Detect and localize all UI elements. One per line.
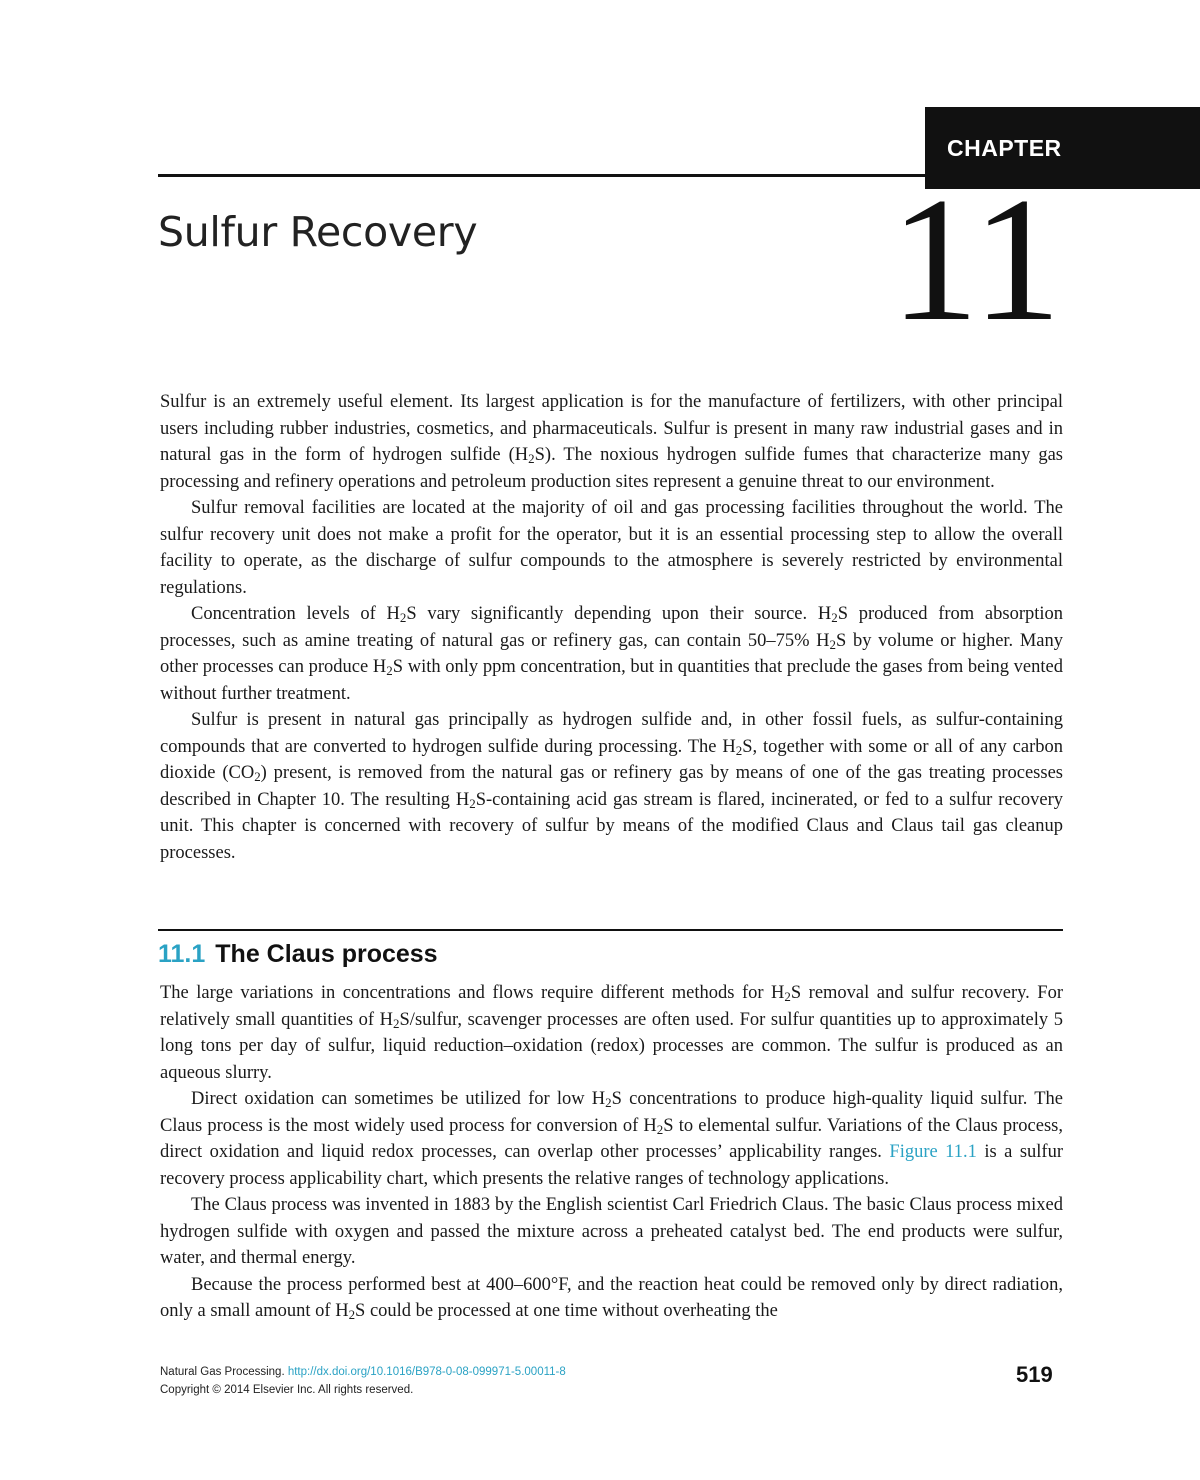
footer-book-title: Natural Gas Processing. xyxy=(160,1366,288,1378)
intro-text xyxy=(160,389,1063,866)
page-number: 519 xyxy=(1016,1362,1053,1387)
section-heading xyxy=(158,940,438,969)
chapter-top-rule xyxy=(158,174,925,177)
figure-11-1-link[interactable]: Figure 11.1 xyxy=(889,1142,977,1162)
section-text xyxy=(160,980,1063,1325)
chapter-label: CHAPTER xyxy=(947,135,1062,161)
section-paragraph-1: The large variations in concentrations and flows require different methods for $H_2S$ removal and sulfur recovery. For relatively small quantities of $H_2S$/sulfur, scavenger processes are often used. For sulfur quantities up to approximately 5 long tons per day of sulfur, liquid reduction–oxidation (redox) processes are common. The sulfur is produced as an aqueous slurry. xyxy=(160,983,1063,1083)
section-paragraph-2: Direct oxidation can sometimes be utilized for low $H_2S$ concentrations to produce high-quality liquid sulfur. The Claus process is the most widely used process for conversion of $H_2S$ to elemental sulfur. Variations of the Claus process, direct oxidation and liquid redox processes, can overlap other processes’ applicability ranges. Figure 11.1 is a sulfur recovery process applicability chart, which presents the relative ranges of technology applications. xyxy=(160,1089,1064,1189)
footer-copyright: Copyright © 2014 Elsevier Inc. All rights reserved. xyxy=(160,1384,414,1396)
intro-paragraph-3: Concentration levels of $H_2S$ vary significantly depending upon their source. $H_2S$ produced from absorption processes, such as amine treating of natural gas or refinery gas, can contain 50–75% $H_2S$ by volume or higher. Many other processes can produce $H_2S$ with only ppm concentration, but in quantities that preclude the gases from being vented without further treatment. xyxy=(160,604,1064,704)
footer-doi-link[interactable]: http://dx.doi.org/10.1016/B978-0-08-099971-5.00011-8 xyxy=(287,1366,566,1378)
chapter-number: 11 xyxy=(890,160,1062,358)
section-rule xyxy=(158,929,1063,931)
section-paragraph-4: Because the process performed best at 400–600°F, and the reaction heat could be removed only by direct radiation, only a small amount of $H_2S$ could be processed at one time without overheating the xyxy=(160,1274,1063,1323)
footer-citation xyxy=(160,1366,566,1378)
section-number: 11.1 xyxy=(158,940,206,968)
intro-paragraph-4: Sulfur is present in natural gas principally as hydrogen sulfide and, in other fossil fuels, as sulfur-containing compounds that are converted to hydrogen sulfide during processing. The $H_2S$, together with some or all of any carbon dioxide $(CO_2)$ present, is removed from the natural gas or refinery gas by means of one of the gas treating processes described in Chapter 10. The resulting $H_2S$-containing acid gas stream is flared, incinerated, or fed to a sulfur recovery unit. This chapter is concerned with recovery of sulfur by means of the modified Claus and Claus tail gas cleanup processes. xyxy=(160,710,1063,863)
section-title: The Claus process xyxy=(215,940,438,968)
section-paragraph-3: The Claus process was invented in 1883 by the English scientist Carl Friedrich Claus. The basic Claus process mixed hydrogen sulfide with oxygen and passed the mixture across a preheated catalyst bed. The end products were sulfur, water, and thermal energy. xyxy=(160,1195,1063,1268)
intro-paragraph-1: Sulfur is an extremely useful element. Its largest application is for the manufacture of fertilizers, with other principal users including rubber industries, cosmetics, and pharmaceuticals. Sulfur is present in many raw industrial gases and in natural gas in the form of hydrogen sulfide $(H_2S)$. The noxious hydrogen sulfide fumes that characterize many gas processing and refinery operations and petroleum production sites represent a genuine threat to our environment. xyxy=(160,392,1063,492)
intro-paragraph-2: Sulfur removal facilities are located at the majority of oil and gas processing facilities throughout the world. The sulfur recovery unit does not make a profit for the operator, but it is an essential processing step to allow the overall facility to operate, as the discharge of sulfur compounds to the atmosphere is severely restricted by environmental regulations. xyxy=(160,498,1063,598)
chapter-title: Sulfur Recovery xyxy=(158,208,478,256)
